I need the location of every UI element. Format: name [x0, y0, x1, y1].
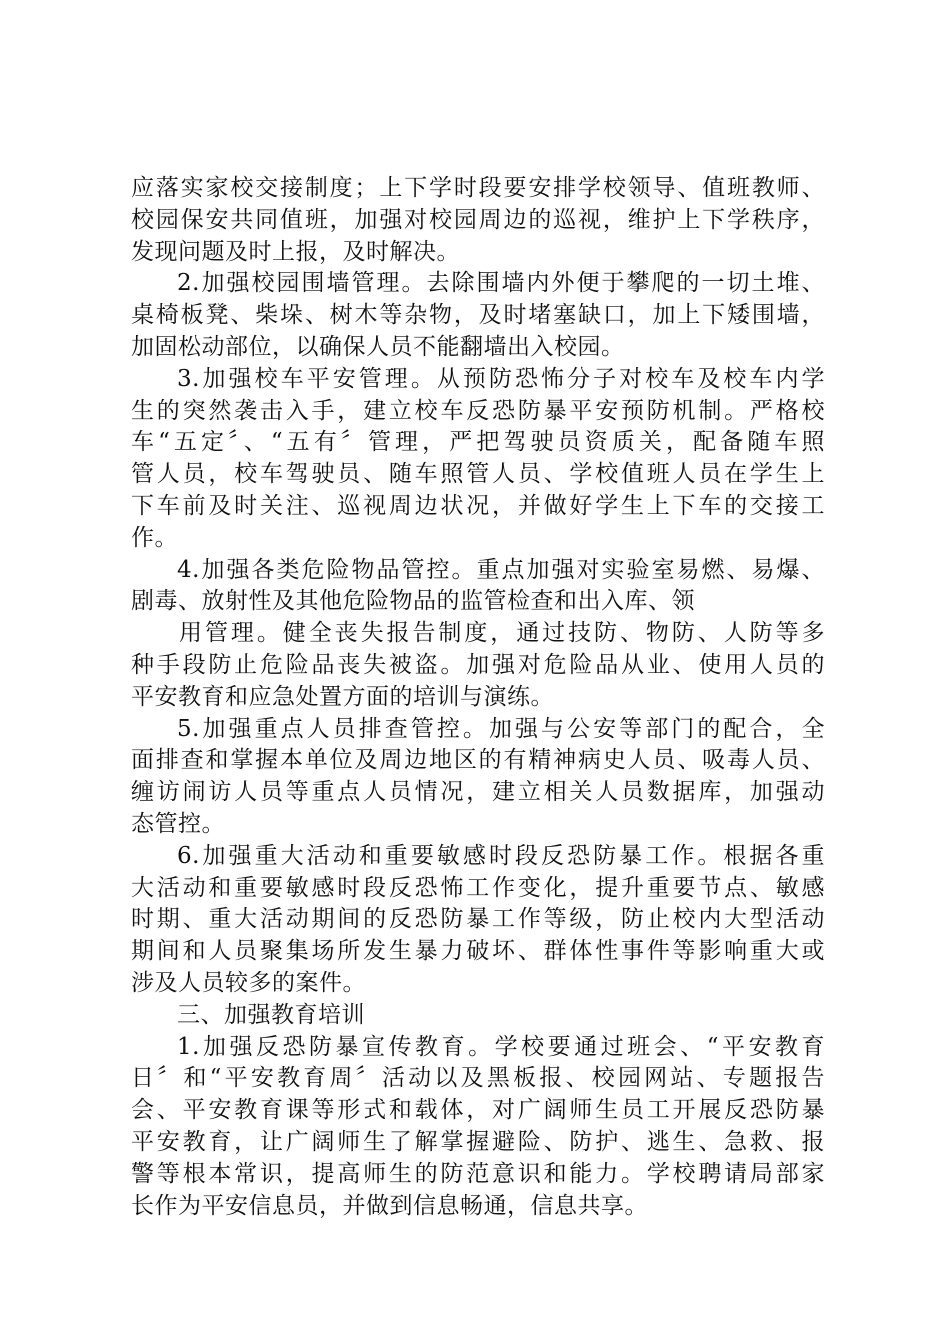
text-line: 缠访闹访人员等重点人员情况，建立相关人员数据库，加强动 [131, 779, 825, 806]
text-line: 长作为平安信息员，并做到信息畅通，信息共享。 [131, 1192, 648, 1219]
text-line: 管人员，校车驾驶员、随车照管人员、学校值班人员在学生上 [131, 461, 825, 488]
text-line: 会、平安教育课等形式和载体，对广阔师生员工开展反恐防暴 [131, 1097, 825, 1124]
text-line: 加固松动部位，以确保人员不能翻墙出入校园。 [131, 333, 625, 360]
text-line: 面排查和掌握本单位及周边地区的有精神病史人员、吸毒人员、 [131, 747, 825, 774]
text-line: 三、加强教育培训 [177, 1001, 365, 1028]
text-line: 作。 [131, 524, 178, 551]
text-line: 5.加强重点人员排查管控。加强与公安等部门的配合，全 [177, 715, 825, 742]
text-line: 警等根本常识，提高师生的防范意识和能力。学校聘请局部家 [131, 1160, 825, 1187]
text-line: 发现问题及时上报，及时解决。 [131, 238, 460, 265]
text-line: 态管控。 [131, 810, 225, 837]
text-line: 日〞和“平安教育周〞活动以及黑板报、校园网站、专题报告 [131, 1065, 825, 1092]
text-line: 桌椅板凳、柴垛、树木等杂物，及时堵塞缺口，加上下矮围墙， [131, 302, 825, 329]
text-line: 下车前及时关注、巡视周边状况，并做好学生上下车的交接工 [131, 492, 825, 519]
text-line: 涉及人员较多的案件。 [131, 969, 366, 996]
text-line: 平安教育和应急处置方面的培训与演练。 [131, 683, 554, 710]
text-line: 种手段防止危险品丧失被盗。加强对危险品从业、使用人员的 [131, 651, 825, 678]
text-line: 期间和人员聚集场所发生暴力破坏、群体性事件等影响重大或 [131, 938, 825, 965]
text-line: 3.加强校车平安管理。从预防恐怖分子对校车及校车内学 [177, 365, 825, 392]
text-line: 剧毒、放射性及其他危险物品的监管检查和出入库、领 [131, 588, 695, 615]
text-line: 用管理。健全丧失报告制度，通过技防、物防、人防等多 [179, 620, 825, 647]
document-body [131, 173, 825, 1222]
text-line: 生的突然袭击入手，建立校车反恐防暴平安预防机制。严格校 [131, 397, 825, 424]
text-line: 校园保安共同值班，加强对校园周边的巡视，维护上下学秩序， [131, 206, 825, 233]
text-line: 2.加强校园围墙管理。去除围墙内外便于攀爬的一切土堆、 [177, 270, 825, 297]
text-line: 平安教育，让广阔师生了解掌握避险、防护、逃生、急救、报 [131, 1128, 825, 1155]
text-line: 车“五定〞、“五有〞管理，严把驾驶员资质关，配备随车照 [131, 429, 825, 456]
text-line: 1.加强反恐防暴宣传教育。学校要通过班会、“平安教育 [177, 1033, 825, 1060]
text-line: 4.加强各类危险物品管控。重点加强对实验室易燃、易爆、 [177, 556, 825, 583]
text-line: 应落实家校交接制度；上下学时段要安排学校领导、值班教师、 [131, 175, 825, 201]
text-line: 时期、重大活动期间的反恐防暴工作等级，防止校内大型活动 [131, 906, 825, 933]
text-line: 6.加强重大活动和重要敏感时段反恐防暴工作。根据各重 [177, 842, 825, 869]
text-line: 大活动和重要敏感时段反恐怖工作变化，提升重要节点、敏感 [131, 874, 825, 901]
